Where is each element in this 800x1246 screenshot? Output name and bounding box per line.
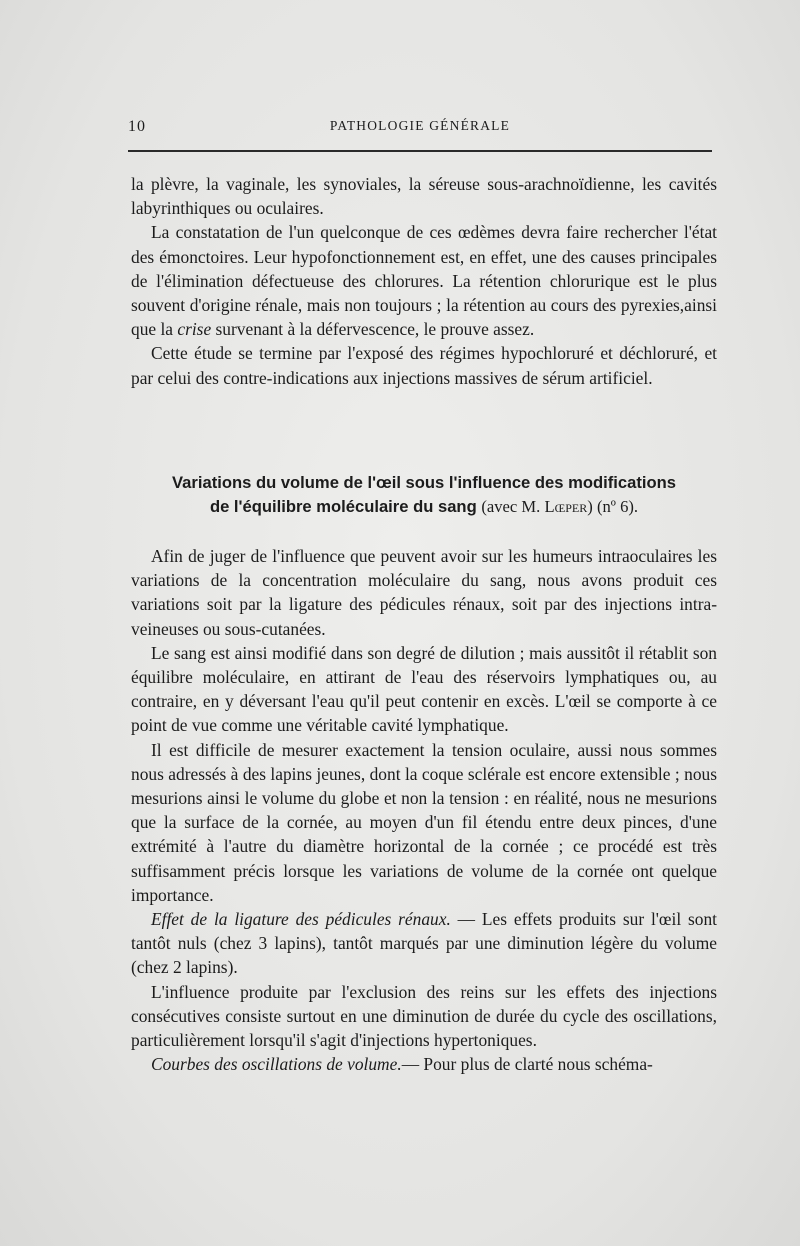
page-number: 10 [128,118,146,135]
paragraph [131,220,717,341]
heading-line [131,495,717,519]
heading-reference [481,497,638,516]
section-oeil [131,544,717,1076]
ref-suffix: ) (nº 6). [587,496,639,516]
paragraph: Le sang est ainsi modifié dans son degré de dilution ; mais aussitôt il rétablit son équilibre moléculaire, en attirant de l'eau des réservoirs lymphatiques ou, au contraire, en y déversant l'eau qu'il peut contenir en excès. L'œil se comporte à ce point de vue comme une véritable cavité lymphatique. [131,642,717,736]
ref-prefix: (avec M. [481,496,545,516]
paragraph-text: — Les effets produits sur l'œil sont tantôt nuls (chez 3 lapins), tantôt marqués par une diminution légère du volume (chez 2 lapins). [131,909,717,978]
paragraph: Afin de juger de l'influence que peuvent avoir sur les humeurs intraoculaires les variations de la concentration moléculaire du sang, nous avons produit ces variations soit par la ligature des pédicules rénaux, soit par des injections intra-veineuses ou sous-cutanées. [131,546,717,639]
page-header [128,116,712,142]
ref-author: Lœper [544,496,588,516]
paragraph [131,1052,717,1076]
heading-line: Variations du volume de l'œil sous l'influence des modifications [172,473,676,492]
paragraph: Cette étude se termine par l'exposé des régimes hypochloruré et déchloruré, et par celui des contre-indications aux injections massives de sérum artificiel. [131,343,717,388]
italic-subheading: Courbes des oscillations de volume. [151,1054,402,1075]
running-title: PATHOLOGIE GÉNÉRALE [329,118,511,133]
paragraph-text: — Pour plus de clarté nous schéma- [401,1054,653,1075]
paragraph-text: survenant à la défervescence, le prouve assez. [211,319,535,340]
paragraph [131,907,717,980]
section-chlorures [131,172,717,390]
section-heading [131,471,717,518]
italic-subheading: Effet de la ligature des pédicules rénaux. [151,909,451,930]
paragraph: la plèvre, la vaginale, les synoviales, la séreuse sous-arachnoïdienne, les cavités labyrinthiques ou oculaires. [131,174,717,219]
heading-text: de l'équilibre moléculaire du sang [209,496,477,516]
paragraph-text: La constatation de l'un quelconque de ces œdèmes devra faire rechercher l'état des émonctoires. Leur hypofonctionnement est, en effet, une des causes principales de l'élimination défectueuse des chlorures. La rétention chlorurique est le plus souvent d'origine rénale, mais non toujours ; la rétention au cours des pyrexies,ainsi que la [131,222,717,340]
paragraph: Il est difficile de mesurer exactement la tension oculaire, aussi nous sommes nous adressés à des lapins jeunes, dont la coque sclérale est encore extensible ; nous mesurions ainsi le volume du globe et non la tension : en réalité, nous ne mesurions que la surface de la cornée, au moyen d'un fil étendu entre deux pinces, d'une extrémité à l'autre du diamètre horizontal de la cornée ; ce procédé est très suffisamment précis lorsque les variations de volume de la cornée ont quelque importance. [131,739,717,905]
italic-term: crise [177,319,212,340]
paragraph: L'influence produite par l'exclusion des reins sur les effets des injections consécutives consiste surtout en une diminution de durée du cycle des oscillations, particulièrement lorsqu'il s'agit d'injections hypertoniques. [131,981,717,1051]
header-rule [128,150,712,152]
